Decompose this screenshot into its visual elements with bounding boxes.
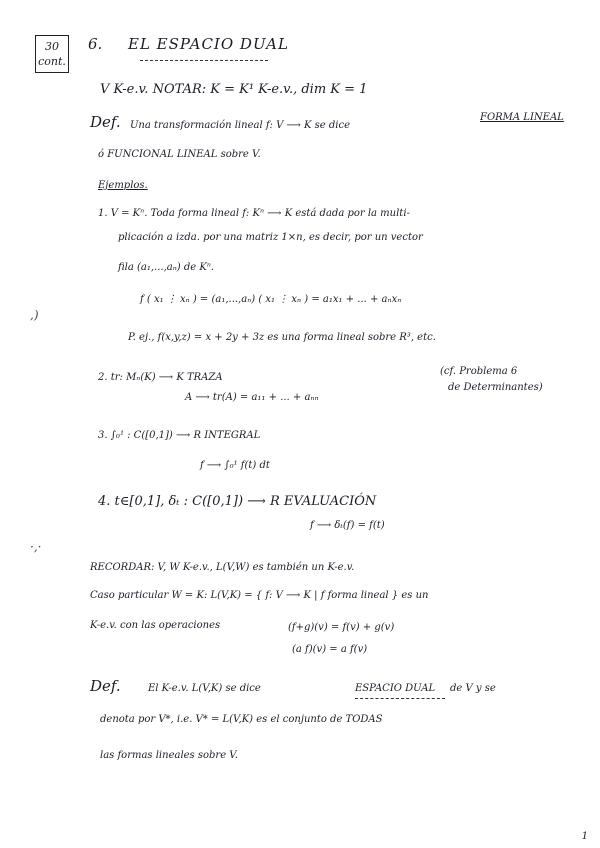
def2-term-underline xyxy=(355,698,445,699)
section-number: 6. xyxy=(88,35,103,53)
margin-mark-2: ·,· xyxy=(30,540,42,554)
def2-term: ESPACIO DUAL xyxy=(355,683,436,694)
page-box-number: 30 xyxy=(45,40,59,53)
def1-text-2: ó FUNCIONAL LINEAL sobre V. xyxy=(98,149,261,160)
example-1-line-3: fila (a₁,...,aₙ) de Kⁿ. xyxy=(118,262,215,273)
def2-label: Def. xyxy=(90,677,121,695)
line-notar: V K-e.v. NOTAR: K = K¹ K-e.v., dim K = 1 xyxy=(100,82,368,97)
def2-text-3: las formas lineales sobre V. xyxy=(100,750,238,761)
title-underline xyxy=(140,60,268,61)
page-box xyxy=(35,35,69,73)
def1-term: FORMA LINEAL xyxy=(480,112,564,123)
operation-scalar: (a f)(v) = a f(v) xyxy=(292,644,368,655)
kev-operations-label: K-e.v. con las operaciones xyxy=(90,620,221,631)
def1-label: Def. xyxy=(90,113,121,131)
example-1-line-1: 1. V = Kⁿ. Toda forma lineal f: Kⁿ ⟶ K está dada por la multi- xyxy=(98,208,410,219)
def2-text-b: de V y se xyxy=(450,683,496,694)
example-2-line-1: 2. tr: Mₙ(K) ⟶ K TRAZA xyxy=(98,372,223,383)
page-box-cont: cont. xyxy=(38,55,66,68)
section-title: EL ESPACIO DUAL xyxy=(128,35,289,53)
operation-sum: (f+g)(v) = f(v) + g(v) xyxy=(288,622,395,633)
def2-text-2: denota por V*, i.e. V* = L(V,K) es el conjunto de TODAS xyxy=(100,714,383,725)
examples-heading: Ejemplos. xyxy=(98,180,148,191)
example-3-line-1: 3. ∫₀¹ : C([0,1]) ⟶ R INTEGRAL xyxy=(98,430,261,441)
margin-mark-1: ,) xyxy=(30,308,39,322)
example-1-formula: f ( x₁ ⋮ xₙ ) = (a₁,...,aₙ) ( x₁ ⋮ xₙ ) = a₁x₁ + ... + aₙxₙ xyxy=(140,294,402,305)
recordar-line: RECORDAR: V, W K-e.v., L(V,W) es también un K-e.v. xyxy=(90,562,355,573)
example-4-line-1: 4. t∈[0,1], δₜ : C([0,1]) ⟶ R EVALUACIÓN xyxy=(98,494,377,509)
example-1-instance: P. ej., f(x,y,z) = x + 2y + 3z es una forma lineal sobre R³, etc. xyxy=(128,332,436,343)
example-3-line-2: f ⟶ ∫₀¹ f(t) dt xyxy=(200,460,270,471)
caso-particular-line: Caso particular W = K: L(V,K) = { f: V ⟶ K | f forma lineal } es un xyxy=(90,590,429,601)
example-2-ref-1: (cf. Problema 6 xyxy=(440,366,518,377)
def1-text: Una transformación lineal f: V ⟶ K se dice xyxy=(130,120,350,131)
example-4-line-2: f ⟶ δₜ(f) = f(t) xyxy=(310,520,385,531)
example-2-ref-2: de Determinantes) xyxy=(448,382,543,393)
def2-text-a: El K-e.v. L(V,K) se dice xyxy=(148,683,261,694)
example-2-line-2: A ⟶ tr(A) = a₁₁ + ... + aₙₙ xyxy=(185,392,319,403)
page-number: 1 xyxy=(581,831,588,842)
example-1-line-2: plicación a izda. por una matriz 1×n, es decir, por un vector xyxy=(118,232,423,243)
